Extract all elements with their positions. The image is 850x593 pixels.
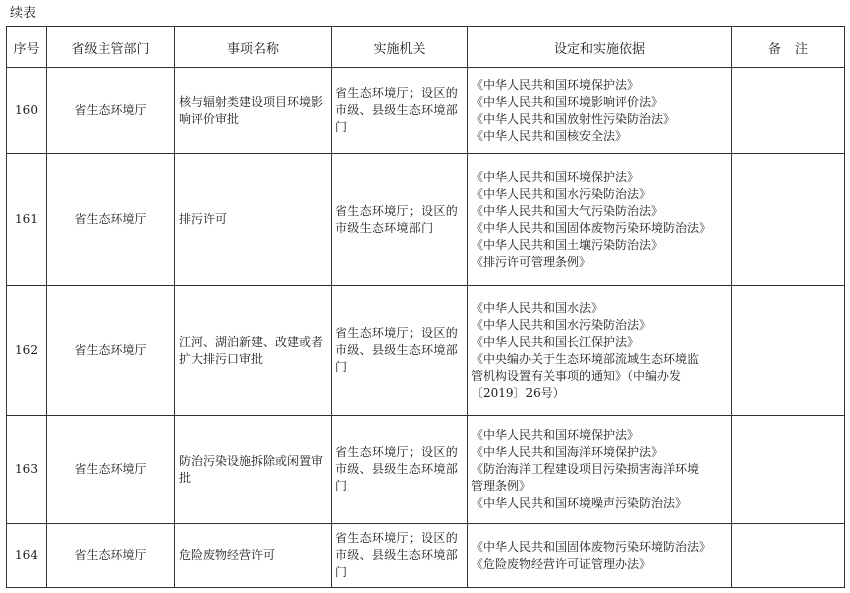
table-row — [7, 524, 845, 588]
basis-line: 《中华人民共和国固体废物污染环境防治法》 — [471, 539, 712, 554]
basis-line: 《中华人民共和国环境影响评价法》 — [471, 94, 664, 109]
basis-line: 〔2019〕26号） — [471, 385, 565, 400]
permits-table — [6, 26, 845, 588]
basis-line: 《中华人民共和国大气污染防治法》 — [471, 203, 664, 218]
row-seq: 164 — [7, 524, 47, 588]
row-seq: 161 — [7, 154, 47, 286]
header-seq: 序号 — [7, 27, 47, 68]
basis-line: 《排污许可管理条例》 — [471, 254, 592, 269]
table-row — [7, 286, 845, 416]
row-seq: 162 — [7, 286, 47, 416]
row-note — [732, 416, 845, 524]
row-agency: 省生态环境厅；设区的市级生态环境部门 — [332, 154, 468, 286]
row-item: 核与辐射类建设项目环境影响评价审批 — [175, 68, 332, 154]
basis-line: 管理条例》 — [471, 479, 532, 493]
row-agency: 省生态环境厅；设区的市级、县级生态环境部门 — [332, 416, 468, 524]
row-note — [732, 286, 845, 416]
basis-line: 《中华人民共和国放射性污染防治法》 — [471, 111, 676, 126]
basis-line: 《中华人民共和国核安全法》 — [471, 128, 628, 143]
header-row — [7, 27, 845, 68]
row-basis — [468, 524, 732, 588]
row-dept: 省生态环境厅 — [47, 416, 175, 524]
basis-line: 《中华人民共和国环境保护法》 — [471, 77, 640, 92]
basis-line: 《中华人民共和国环境噪声污染防治法》 — [471, 496, 688, 510]
row-item: 危险废物经营许可 — [175, 524, 332, 588]
row-item: 防治污染设施拆除或闲置审批 — [175, 416, 332, 524]
table-row — [7, 154, 845, 286]
row-item: 江河、湖泊新建、改建或者扩大排污口审批 — [175, 286, 332, 416]
header-agency: 实施机关 — [332, 27, 468, 68]
header-basis: 设定和实施依据 — [468, 27, 732, 68]
basis-line: 《中华人民共和国水法》 — [471, 300, 604, 315]
row-item: 排污许可 — [175, 154, 332, 286]
row-dept: 省生态环境厅 — [47, 68, 175, 154]
basis-line: 管机构设置有关事项的通知》（中编办发 — [471, 368, 682, 383]
row-dept: 省生态环境厅 — [47, 524, 175, 588]
row-seq: 163 — [7, 416, 47, 524]
basis-line: 《中华人民共和国环境保护法》 — [471, 169, 640, 184]
basis-line: 《中华人民共和国环境保护法》 — [471, 428, 640, 442]
basis-line: 《中央编办关于生态环境部流域生态环境监 — [471, 351, 700, 366]
header-dept: 省级主管部门 — [47, 27, 175, 68]
header-note-label: 备注 — [767, 41, 822, 57]
table-row — [7, 416, 845, 524]
table-caption: 续表 — [10, 6, 37, 21]
row-agency: 省生态环境厅；设区的市级、县级生态环境部门 — [332, 68, 468, 154]
row-basis — [468, 68, 732, 154]
basis-line: 《中华人民共和国海洋环境保护法》 — [471, 445, 664, 459]
basis-line: 《中华人民共和国长江保护法》 — [471, 334, 640, 349]
header-note — [732, 27, 845, 68]
basis-line: 《危险废物经营许可证管理办法》 — [471, 556, 652, 571]
row-note — [732, 154, 845, 286]
row-basis — [468, 416, 732, 524]
basis-line: 《中华人民共和国水污染防治法》 — [471, 317, 652, 332]
row-seq: 160 — [7, 68, 47, 154]
row-agency: 省生态环境厅；设区的市级、县级生态环境部门 — [332, 524, 468, 588]
header-item: 事项名称 — [175, 27, 332, 68]
row-agency: 省生态环境厅；设区的市级、县级生态环境部门 — [332, 286, 468, 416]
basis-line: 《防治海洋工程建设项目污染损害海洋环境 — [471, 462, 700, 476]
row-note — [732, 68, 845, 154]
basis-line: 《中华人民共和国水污染防治法》 — [471, 186, 652, 201]
row-note — [732, 524, 845, 588]
basis-line: 《中华人民共和国固体废物污染环境防治法》 — [471, 220, 712, 235]
table-row — [7, 68, 845, 154]
row-basis — [468, 154, 732, 286]
basis-line: 《中华人民共和国土壤污染防治法》 — [471, 237, 664, 252]
row-basis — [468, 286, 732, 416]
row-dept: 省生态环境厅 — [47, 286, 175, 416]
row-dept: 省生态环境厅 — [47, 154, 175, 286]
